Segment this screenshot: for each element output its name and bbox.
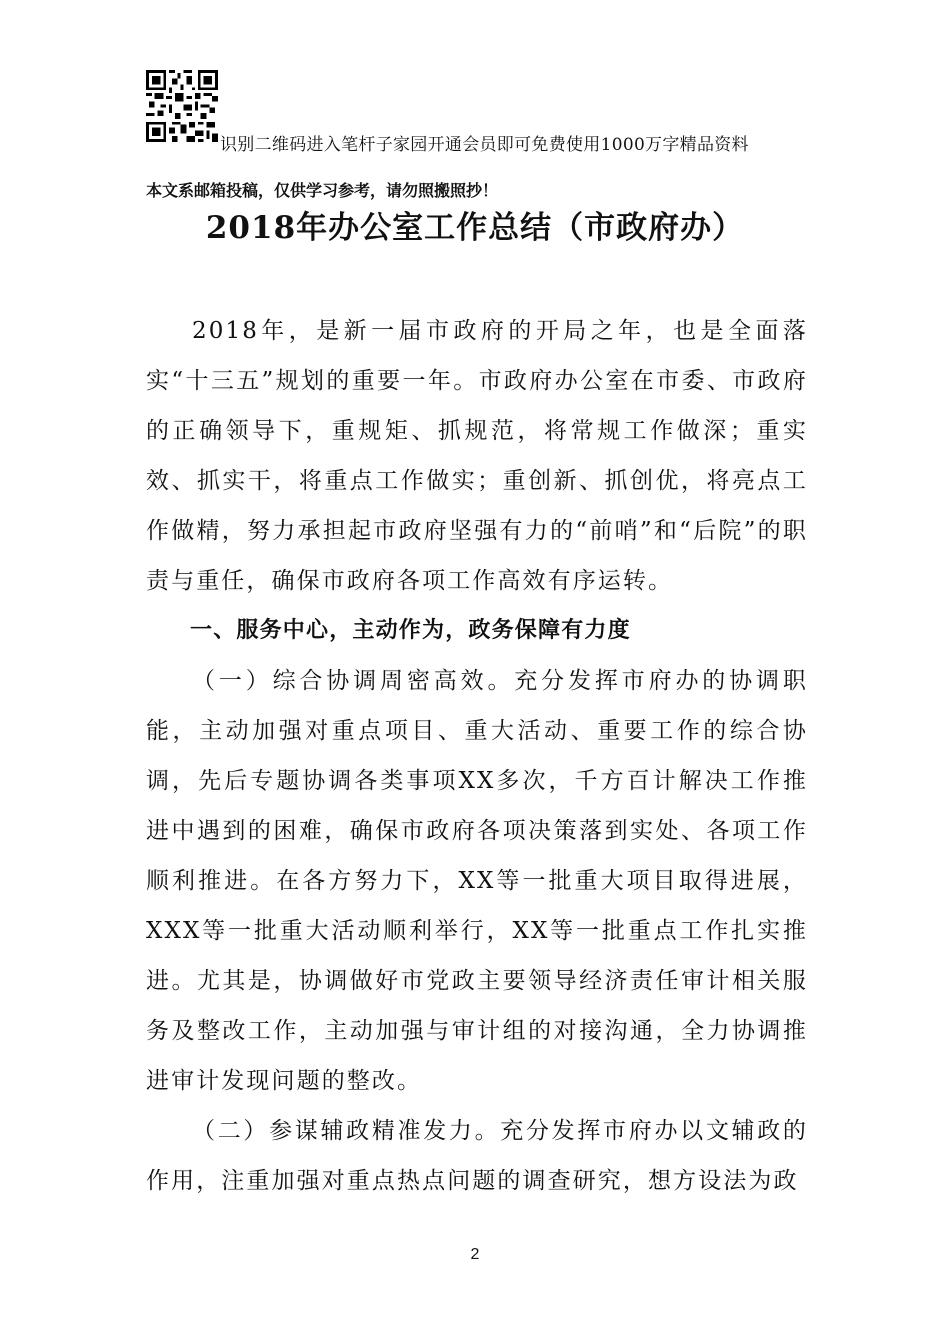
- qr-caption: 识别二维码进入笔杆子家园开通会员即可免费使用1000万字精品资料: [220, 135, 749, 155]
- paragraph-advisory: （二）参谋辅政精准发力。充分发挥市府办以文辅政的作用，注重加强对重点热点问题的调查研究，想方设法为政: [146, 1118, 808, 1194]
- qr-code: [146, 70, 218, 142]
- section-heading: 一、服务中心，主动作为，政务保障有力度: [190, 618, 631, 643]
- copy-notice: 本文系邮箱投稿，仅供学习参考，请勿照搬照抄！: [146, 181, 499, 200]
- paragraph-coordination: （一）综合协调周密高效。充分发挥市府办的协调职能，主动加强对重点项目、重大活动、重要工作的综合协调，先后专题协调各类事项XX多次，千方百计解决工作推进中遇到的困难，确保市政府各项决策落到实处、各项工作顺利推进。在各方努力下，XX等一批重大项目取得进展，XXX等一批重大活动顺利举行，XX等一批重点工作扎实推进。尤其是，协调做好市党政主要领导经济责任审计相关服务及整改工作，主动加强与审计组的对接沟通，全力协调推进审计发现问题的整改。: [146, 668, 808, 1094]
- paragraph-intro: 2018年，是新一届市政府的开局之年，也是全面落实“十三五”规划的重要一年。市政府办公室在市委、市政府的正确领导下，重规矩、抓规范，将常规工作做深；重实效、抓实干，将重点工作做实；重创新、抓创优，将亮点工作做精，努力承担起市政府坚强有力的“前哨”和“后院”的职责与重任，确保市政府各项工作高效有序运转。: [146, 318, 808, 594]
- document-body: [146, 306, 808, 1206]
- document-title: 2018年办公室工作总结（市政府办）: [205, 210, 745, 246]
- page-number: 2: [470, 1246, 480, 1263]
